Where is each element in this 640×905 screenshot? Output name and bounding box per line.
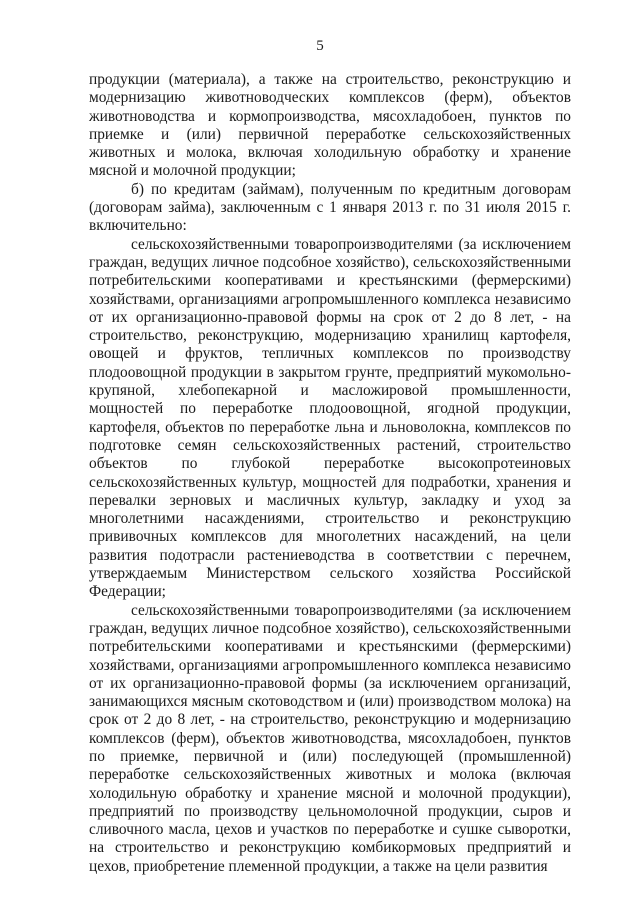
paragraph-livestock: сельскохозяйственными товаропроизводителями (за исключением граждан, ведущих личное подсобное хозяйство), сельскохозяйственными потребительскими кооперативами и крестьянскими (фермерскими) хозяйствами, организациями агропромышленного комплекса независимо от их организационно-правовой формы (за исключением организаций, занимающихся мясным скотоводством и (или) производством молока) на срок от 2 до 8 лет, - на строительство, реконструкцию и модернизацию комплексов (ферм), объектов животноводства, мясохладобоен, пунктов по приемке, первичной и (или) последующей (промышленной) переработке сельскохозяйственных животных и молока (включая холодильную обработку и хранение мясной и молочной продукции), предприятий по производству цельномолочной продукции, сыров и сливочного масла, цехов и участков по переработке и сушке сыворотки, на строительство и реконструкцию комбикормовых предприятий и цехов, приобретение племенной продукции, а также на цели развития <box>89 601 571 875</box>
paragraph-item-b: б) по кредитам (займам), полученным по кредитным договорам (договорам займа), заключенным с 1 января 2013 г. по 31 июля 2015 г. включительно: <box>89 180 571 235</box>
paragraph-continuation: продукции (материала), а также на строительство, реконструкцию и модернизацию животноводческих комплексов (ферм), объектов животноводства и кормопроизводства, мясохладобоен, пунктов по приемке и (или) первичной переработке сельскохозяйственных животных и молока, включая холодильную обработку и хранение мясной и молочной продукции; <box>89 71 571 180</box>
page-number: 5 <box>316 38 324 54</box>
document-body <box>89 71 571 876</box>
paragraph-crop-production: сельскохозяйственными товаропроизводителями (за исключением граждан, ведущих личное подсобное хозяйство), сельскохозяйственными потребительскими кооперативами и крестьянскими (фермерскими) хозяйствами, организациями агропромышленного комплекса независимо от их организационно-правовой формы на срок от 2 до 8 лет, - на строительство, реконструкцию, модернизацию хранилищ картофеля, овощей и фруктов, тепличных комплексов по производству плодоовощной продукции в закрытом грунте, предприятий мукомольно-крупяной, хлебопекарной и масложировой промышленности, мощностей по переработке плодоовощной, ягодной продукции, картофеля, объектов по переработке льна и льноволокна, комплексов по подготовке семян сельскохозяйственных растений, строительство объектов по глубокой переработке высокопротеиновых сельскохозяйственных культур, мощностей для подработки, хранения и перевалки зерновых и масличных культур, закладку и уход за многолетними насаждениями, строительство и реконструкцию прививочных комплексов для многолетних насаждений, на цели развития подотрасли растениеводства в соответствии с перечнем, утверждаемым Министерством сельского хозяйства Российской Федерации; <box>89 235 571 601</box>
